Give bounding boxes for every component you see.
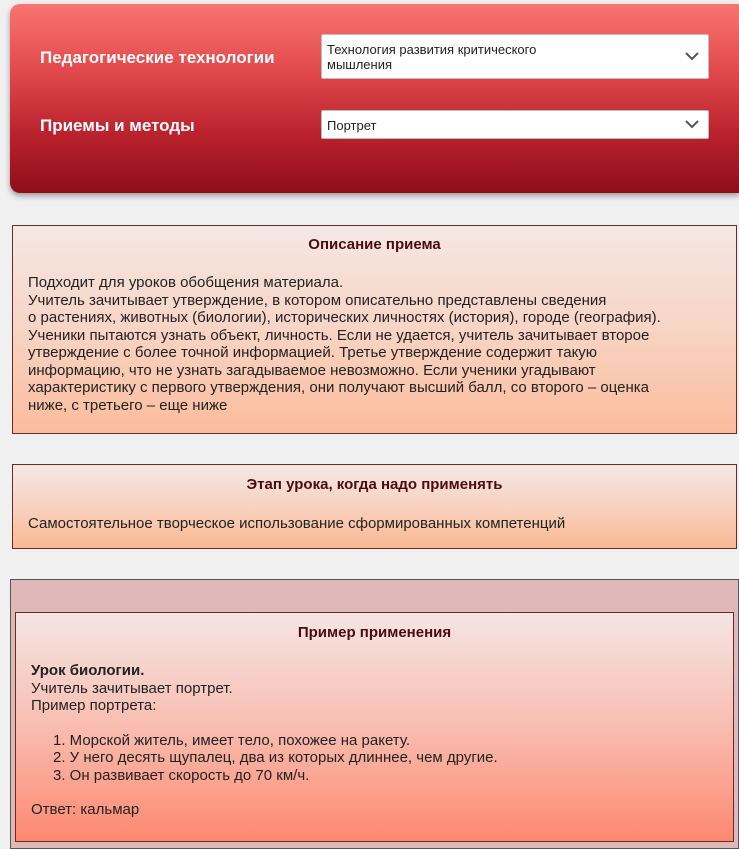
tech-select-value-line2: мышления <box>327 57 393 72</box>
example-title: Пример применения <box>297 624 452 641</box>
stage-title: Этап урока, когда надо применять <box>246 476 503 493</box>
chevron-down-icon <box>684 116 700 132</box>
example-answer: Ответ: кальмар <box>31 801 140 818</box>
description-line: Ученики пытаются узнать объект, личность. Если не удается, учитель зачитывает второе <box>28 326 650 344</box>
description-line: утверждение с более точной информацией. Третье утверждение содержит такую <box>28 344 598 361</box>
example-heading: Урок биологии. <box>31 662 145 679</box>
list-item: 2. У него десять щупалец, два из которых длиннее, чем другие. <box>53 749 498 766</box>
methods-select-value: Портрет <box>327 118 377 133</box>
description-line: информацию, что не узнать загадываемое невозможно. Если ученики угадывают <box>28 361 596 379</box>
description-line: о растениях, животных (биологии), исторических личностях (история), городе (география). <box>28 309 661 326</box>
tech-label: Педагогические технологии <box>40 48 275 67</box>
header-panel <box>10 4 739 193</box>
list-item: 1. Морской житель, имеет тело, похожее на ракету. <box>53 731 411 749</box>
example-line: Учитель зачитывает портрет. <box>31 679 233 697</box>
example-line: Пример портрета: <box>31 697 157 714</box>
example-box <box>15 612 734 842</box>
tech-select-value-line1: Технология развития критического <box>327 42 537 57</box>
methods-label: Приемы и методы <box>40 116 195 135</box>
description-line: Подходит для уроков обобщения материала. <box>28 274 344 291</box>
example-content <box>31 662 498 819</box>
list-item: 3. Он развивает скорость до 70 км/ч. <box>53 766 310 784</box>
description-line: Учитель зачитывает утверждение, в котором описательно представлены сведения <box>28 291 607 309</box>
description-line: ниже, с третьего – еще ниже <box>28 396 228 414</box>
stage-text: Самостоятельное творческое использование сформированных компетенций <box>28 515 566 532</box>
methods-select[interactable] <box>321 110 709 139</box>
chevron-down-icon <box>684 48 700 64</box>
description-box <box>12 225 737 434</box>
description-text <box>28 274 661 414</box>
description-title: Описание приема <box>308 236 441 253</box>
stage-box <box>12 464 737 549</box>
tech-select[interactable] <box>321 34 709 79</box>
description-line: характеристику с первого утверждения, они получают высший балл, со второго – оценка <box>28 379 650 396</box>
portrait-list <box>31 732 498 785</box>
